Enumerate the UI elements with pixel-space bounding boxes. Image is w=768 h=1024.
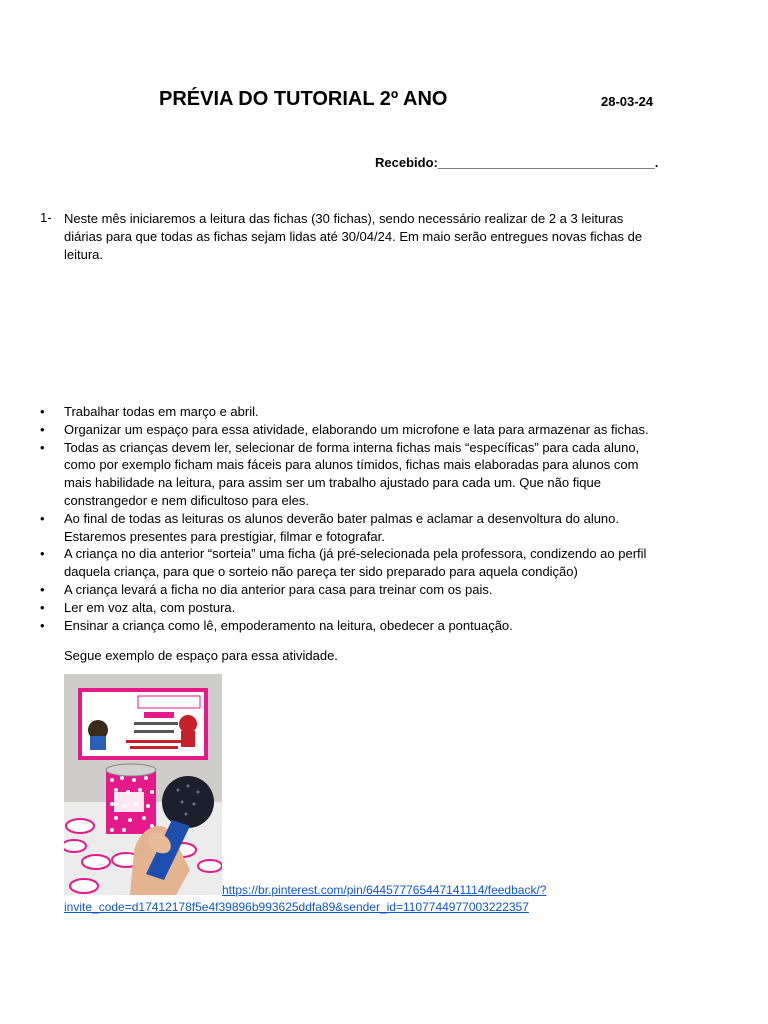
bullet-icon: • [40,581,45,597]
document-date: 28-03-24 [601,94,654,109]
bullet-icon: • [40,404,45,419]
bullet-icon: • [40,617,45,633]
list-item: • Ensinar a criança como lê, empoderamento na leitura, obedecer a pontuação. [40,617,513,633]
bullet-icon: • [40,510,45,526]
bullet-icon: • [40,599,45,615]
reading-corner-photo [64,674,222,895]
bullet-icon: • [40,421,45,437]
pinterest-link-continued[interactable]: invite_code=d17412178f5e4f39896b993625ddfa89&sender_id=1107744977003222357 [64,900,529,914]
list-item: • Ao final de todas as leituras os alunos deverão bater palmas e aclamar a desenvoltura do aluno. Estaremos presentes para prestigiar, filmar e fotografar. [40,510,620,544]
list-item: • Organizar um espaço para essa atividade, elaborando um microfone e lata para armazenar as fichas. [40,421,649,437]
item-number: 1- [40,210,52,225]
received-signature-line: Recebido:______________________________. [375,155,659,170]
bullet-icon: • [40,546,45,562]
item-text: Neste mês iniciaremos a leitura das fichas (30 fichas), sendo necessário realizar de 2 a 3 leituras diárias para que todas as fichas sejam lidas até 30/04/24. Em maio serão entregues novas fichas de leitura. [64,211,643,262]
document-title: PRÉVIA DO TUTORIAL 2º ANO [159,88,448,110]
example-caption: Segue exemplo de espaço para essa atividade. [64,648,338,663]
list-item: • A criança no dia anterior “sorteia” uma ficha (já pré-selecionada pela professora, condizendo ao perfil daquela criança, para que o sorteio não pareça ter sido preparado para aquela condição) [40,546,647,580]
list-item: • A criança levará a ficha no dia anterior para casa para treinar com os pais. [40,581,493,597]
pinterest-link[interactable]: https://br.pinterest.com/pin/644577765447141114/feedback/? [222,883,547,897]
list-item: • Ler em voz alta, com postura. [40,599,236,615]
bullet-list [40,403,665,634]
list-item: • Todas as crianças devem ler, selecionar de forma interna fichas mais “específicas” para cada aluno, como por exemplo ficham mais fáceis para alunos tímidos, fichas mais elaboradas para alunos com mais habilidade na leitura, para assim ser um trabalho ajustado para cada um. Que não fique constrangedor e nem dificultoso para eles. [40,439,640,508]
bullet-icon: • [40,439,45,455]
list-item: • Trabalhar todas em março e abril. [40,404,259,419]
